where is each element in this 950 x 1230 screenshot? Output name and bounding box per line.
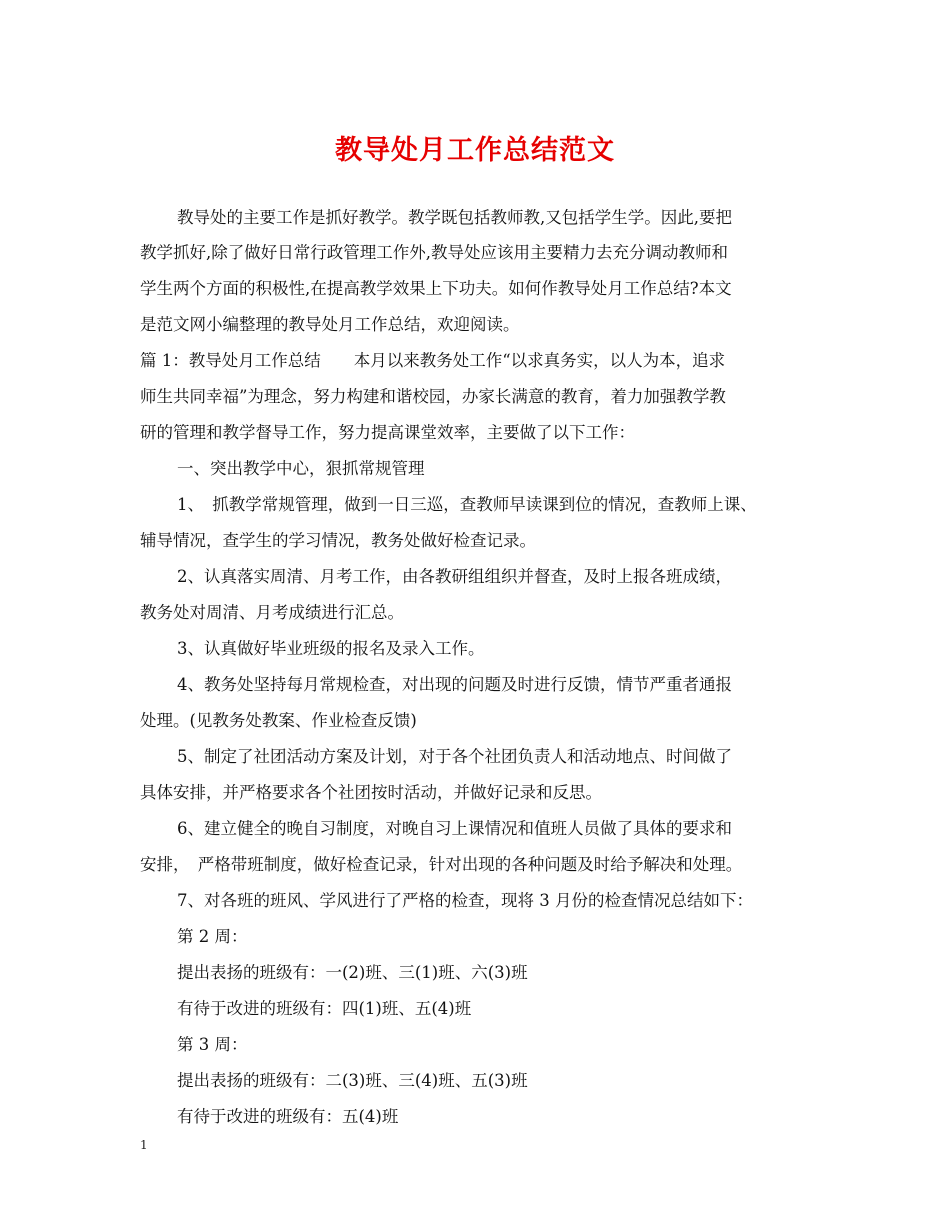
intro-line-3: 学生两个方面的积极性,在提高教学效果上下功夫。如何作教导处月工作总结?本文 xyxy=(140,279,732,298)
intro-line-2: 教学抓好,除了做好日常行政管理工作外,教导处应该用主要精力去充分调动教师和 xyxy=(140,243,728,262)
body-line-5: 1、 抓教学常规管理，做到一日三巡，查教师早读课到位的情况，查教师上课、 xyxy=(177,495,757,514)
body-line-8: 教务处对周清、月考成绩进行汇总。 xyxy=(140,603,404,622)
week-3-praised: 提出表扬的班级有：二(3)班、三(4)班、五(3)班 xyxy=(177,1071,528,1090)
body-line-2: 师生共同幸福”为理念，努力构建和谐校园，办家长满意的教育，着力加强教学教 xyxy=(140,387,726,406)
section-heading-1: 一、突出教学中心，狠抓常规管理 xyxy=(177,459,425,478)
body-line-16: 7、对各班的班风、学风进行了严格的检查，现将 3 月份的检查情况总结如下： xyxy=(177,891,753,910)
body-line-11: 处理。(见教务处教案、作业检查反馈) xyxy=(140,711,417,730)
body-line-13: 具体安排，并严格要求各个社团按时活动，并做好记录和反思。 xyxy=(140,783,602,802)
document-title: 教导处月工作总结范文 xyxy=(335,135,615,166)
intro-line-4: 是范文网小编整理的教导处月工作总结，欢迎阅读。 xyxy=(140,315,520,334)
week-2-praised: 提出表扬的班级有：一(2)班、三(1)班、六(3)班 xyxy=(177,963,528,982)
body-line-7: 2、认真落实周清、月考工作，由各教研组组织并督查，及时上报各班成绩， xyxy=(177,567,732,586)
week-2-heading: 第 2 周： xyxy=(177,927,248,946)
body-line-10: 4、教务处坚持每月常规检查，对出现的问题及时进行反馈，情节严重者通报 xyxy=(177,675,732,694)
page-number: 1 xyxy=(140,1138,148,1152)
body-line-9: 3、认真做好毕业班级的报名及录入工作。 xyxy=(177,639,485,658)
body-line-12: 5、制定了社团活动方案及计划，对于各个社团负责人和活动地点、时间做了 xyxy=(177,747,732,766)
body-line-14: 6、建立健全的晚自习制度，对晚自习上课情况和值班人员做了具体的要求和 xyxy=(177,819,732,838)
intro-line-1: 教导处的主要工作是抓好教学。教学既包括教师教,又包括学生学。因此,要把 xyxy=(177,208,732,227)
body-line-6: 辅导情况，查学生的学习情况，教务处做好检查记录。 xyxy=(140,531,536,550)
week-3-heading: 第 3 周： xyxy=(177,1035,248,1054)
body-line-3: 研的管理和教学督导工作，努力提高课堂效率，主要做了以下工作： xyxy=(140,423,635,442)
body-line-15: 安排， 严格带班制度，做好检查记录，针对出现的各种问题及时给予解决和处理。 xyxy=(140,855,743,874)
body-line-1: 篇 1：教导处月工作总结 本月以来教务处工作“以求真务实，以人为本，追求 xyxy=(140,351,726,370)
week-3-to-improve: 有待于改进的班级有：五(4)班 xyxy=(177,1107,399,1126)
week-2-to-improve: 有待于改进的班级有：四(1)班、五(4)班 xyxy=(177,999,472,1018)
